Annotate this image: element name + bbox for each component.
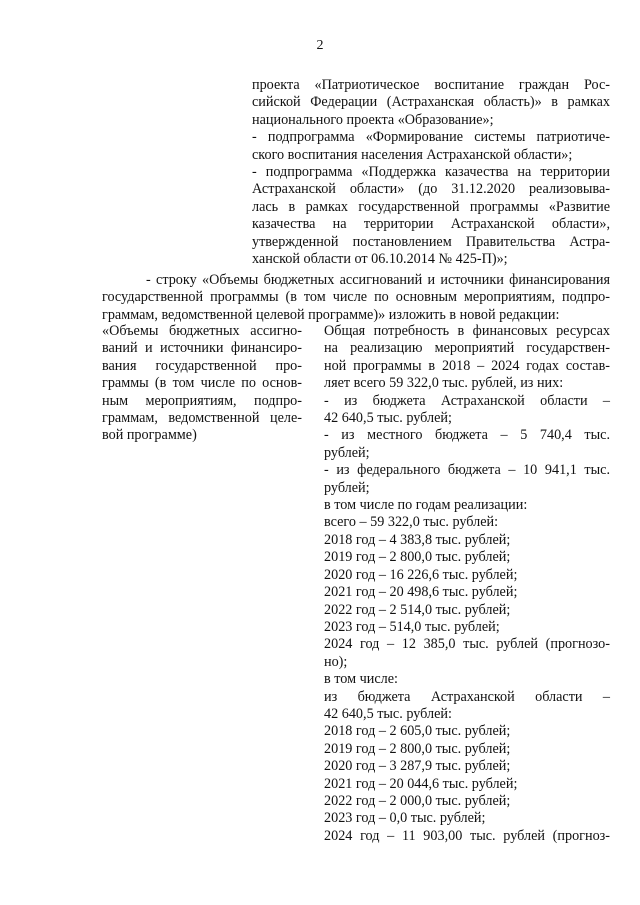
text-line: 2024 год – 11 903,00 тыс. рублей (прогноз-: [324, 827, 610, 844]
table-row-value: [324, 323, 610, 845]
text-line: ваний и источники финансиро-: [102, 340, 302, 357]
text-line: 2020 год – 16 226,6 тыс. рублей;: [324, 566, 518, 583]
text-line: 2022 год – 2 514,0 тыс. рублей;: [324, 601, 511, 618]
text-line: ского воспитания населения Астраханской области»;: [252, 146, 573, 163]
text-line: 42 640,5 тыс. рублей;: [324, 410, 452, 427]
text-line: в том числе по годам реализации:: [324, 497, 528, 514]
text-line: - подпрограмма «Поддержка казачества на территории: [252, 164, 610, 181]
text-line: 2019 год – 2 800,0 тыс. рублей;: [324, 740, 511, 757]
text-line: 42 640,5 тыс. рублей:: [324, 705, 452, 722]
text-line: лась в рамках государственной программы «Развитие: [252, 198, 610, 215]
text-line: 2024 год – 12 385,0 тыс. рублей (прогнозо-: [324, 636, 610, 653]
page-number: 2: [316, 38, 324, 53]
text-line: но);: [324, 653, 348, 670]
text-line: - подпрограмма «Формирование системы патриотиче-: [252, 129, 610, 146]
text-line: вой программе): [102, 427, 197, 444]
text-line: всего – 59 322,0 тыс. рублей:: [324, 514, 499, 531]
text-line: - строку «Объемы бюджетных ассигнований и источники финансирования: [146, 272, 610, 288]
text-line: ным мероприятиям, подпро-: [102, 392, 302, 409]
text-line: граммам, ведомственной целевой программе)» изложить в новой редакции:: [102, 306, 560, 323]
text-line: из бюджета Астраханской области –: [324, 688, 610, 705]
text-line: - из федерального бюджета – 10 941,1 тыс.: [324, 462, 610, 479]
text-line: Общая потребность в финансовых ресурсах: [324, 323, 610, 339]
text-line: 2018 год – 2 605,0 тыс. рублей;: [324, 723, 511, 740]
text-line: сийской Федерации (Астраханская область)» в рамках: [252, 94, 610, 111]
text-line: утвержденной постановлением Правительства Астра-: [252, 233, 610, 250]
text-line: 2023 год – 514,0 тыс. рублей;: [324, 618, 500, 635]
text-line: 2023 год – 0,0 тыс. рублей;: [324, 810, 486, 827]
text-line: вания государственной про-: [102, 357, 302, 374]
text-line: граммам, ведомственной целе-: [102, 410, 302, 427]
text-line: ной программы в 2018 – 2024 годах состав-: [324, 357, 610, 374]
text-line: «Объемы бюджетных ассигно-: [102, 323, 302, 339]
text-line: проекта «Патриотическое воспитание граждан Рос-: [252, 77, 610, 93]
text-line: национального проекта «Образование»;: [252, 111, 494, 128]
text-line: - из бюджета Астраханской области –: [324, 392, 610, 409]
text-line: рублей;: [324, 444, 370, 461]
text-line: государственной программы (в том числе по основным мероприятиям, подпро-: [102, 289, 610, 306]
text-line: рублей;: [324, 479, 370, 496]
text-line: 2021 год – 20 498,6 тыс. рублей;: [324, 584, 518, 601]
text-line: 2018 год – 4 383,8 тыс. рублей;: [324, 531, 511, 548]
text-line: 2019 год – 2 800,0 тыс. рублей;: [324, 549, 511, 566]
table-row-label: [102, 323, 302, 445]
text-line: на реализацию мероприятий государствен-: [324, 340, 610, 357]
text-line: граммы (в том числе по основ-: [102, 375, 302, 392]
text-line: - из местного бюджета – 5 740,4 тыс.: [324, 427, 610, 444]
text-line: 2022 год – 2 000,0 тыс. рублей;: [324, 792, 511, 809]
text-line: в том числе:: [324, 671, 398, 688]
subprogram-list: [252, 77, 610, 268]
text-line: Астраханской области» (до 31.12.2020 реализовыва-: [252, 181, 610, 198]
amendment-intro: [102, 272, 610, 324]
text-line: ханской области от 06.10.2014 № 425-П)»;: [252, 251, 508, 268]
text-line: ляет всего 59 322,0 тыс. рублей, из них:: [324, 375, 564, 392]
text-line: 2020 год – 3 287,9 тыс. рублей;: [324, 758, 511, 775]
text-line: казачества на территории Астраханской области»,: [252, 216, 610, 233]
text-line: 2021 год – 20 044,6 тыс. рублей;: [324, 775, 518, 792]
